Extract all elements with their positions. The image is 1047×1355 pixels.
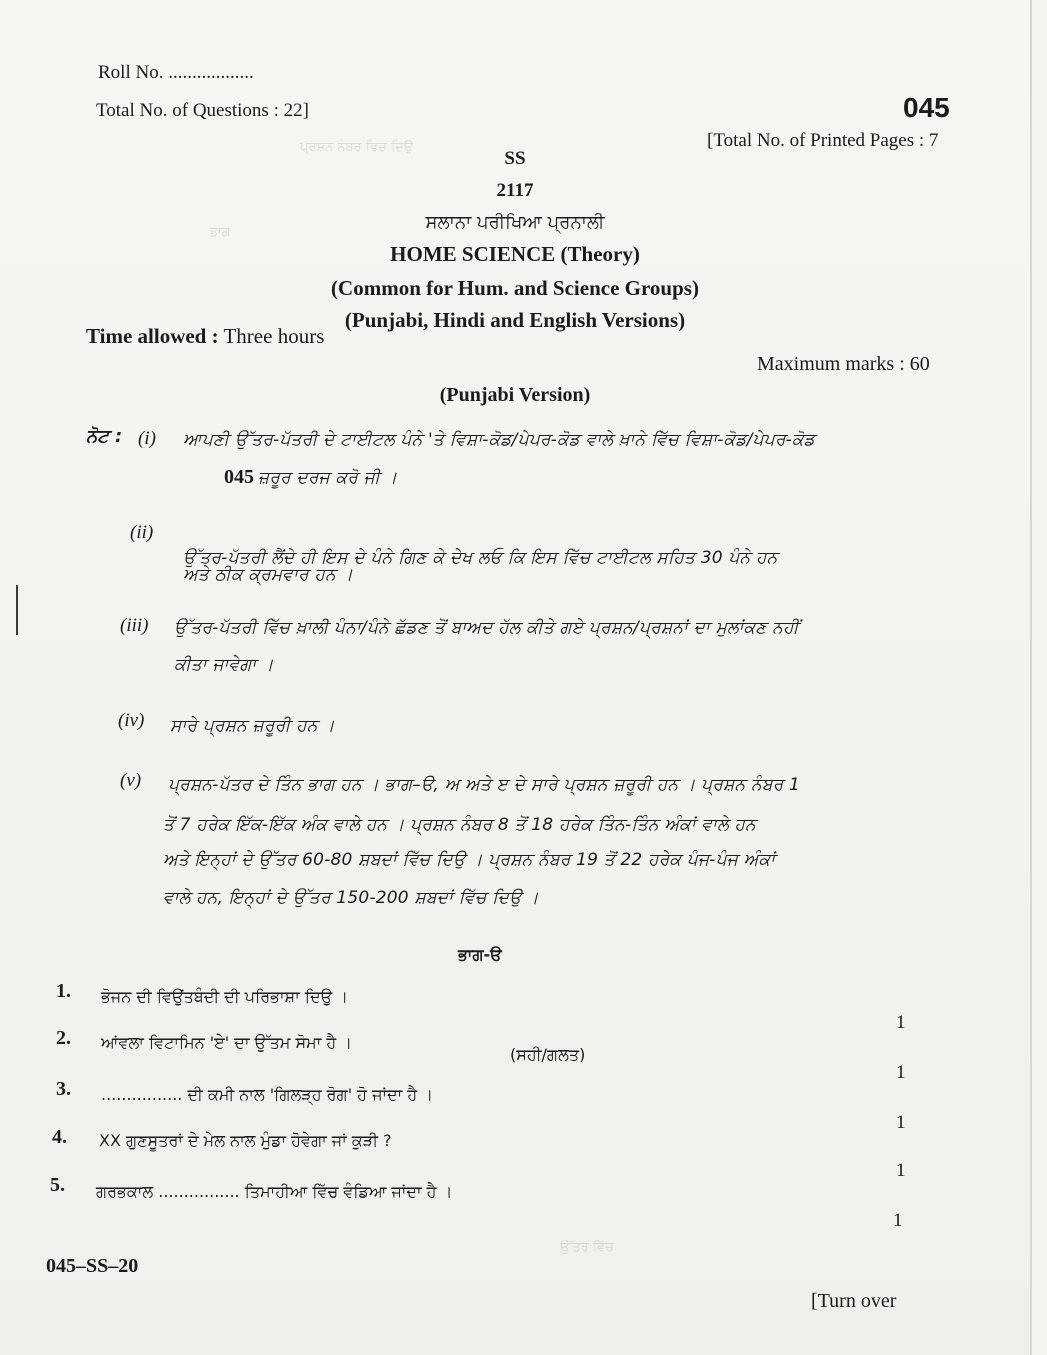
time-allowed-label: Time allowed :	[86, 324, 219, 348]
maximum-marks: Maximum marks : 60	[757, 353, 930, 375]
subject-title: HOME SCIENCE (Theory)	[390, 242, 640, 266]
note-number: (iii)	[120, 615, 149, 636]
question-text: ਗਰਭਕਾਲ ................ ਤਿਮਾਹੀਆ ਵਿੱਚ ਵੰਡਿਆ ਜਾਂਦਾ ਹੈ ।	[96, 1182, 453, 1201]
question-text: ਭੋਜਨ ਦੀ ਵਿਉਂਤਬੰਦੀ ਦੀ ਪਰਿਭਾਸ਼ਾ ਦਿਉ ।	[101, 987, 349, 1006]
note-text: ਅਤੇ ਠੀਕ ਕ੍ਰਮਵਾਰ ਹਨ ।	[183, 565, 354, 585]
note-text: ਤੋਂ 7 ਹਰੇਕ ਇੱਕ-ਇੱਕ ਅੰਕ ਵਾਲੇ ਹਨ । ਪ੍ਰਸ਼ਨ ਨੰਬਰ 8 ਤੋਂ 18 ਹਰੇਕ ਤਿੰਨ-ਤਿੰਨ ਅੰਕਾਂ ਵਾਲੇ ਹਨ	[163, 815, 756, 835]
note-number: (i)	[138, 428, 156, 449]
question-number: 5.	[50, 1174, 65, 1196]
show-through-text: ਭਾਗ	[210, 225, 231, 240]
turn-over-label: [Turn over	[811, 1290, 897, 1312]
question-marks: 1	[896, 1160, 906, 1181]
total-questions: Total No. of Questions : 22]	[96, 100, 309, 121]
true-false-label: (ਸਹੀ/ਗਲਤ)	[510, 1045, 586, 1064]
note-text: ਆਪਣੀ ਉੱਤਰ-ਪੱਤਰੀ ਦੇ ਟਾਈਟਲ ਪੰਨੇ 'ਤੇ ਵਿਸ਼ਾ-ਕੋਡ/ਪੇਪਰ-ਕੋਡ ਵਾਲੇ ਖ਼ਾਨੇ ਵਿੱਚ ਵਿਸ਼ਾ-ਕੋਡ/ਪੇਪਰ-ਕੋਡ	[183, 430, 815, 450]
note-text-continued	[224, 466, 397, 489]
footer-code: 045–SS–20	[46, 1255, 139, 1277]
section-title: ਭਾਗ-ੳ	[458, 945, 502, 964]
question-number: 1.	[56, 980, 71, 1002]
question-text: ਆਂਵਲਾ ਵਿਟਾਮਿਨ 'ਏ' ਦਾ ਉੱਤਮ ਸੋਮਾ ਹੈ ।	[101, 1033, 353, 1052]
question-marks: 1	[896, 1062, 906, 1083]
versions-subtitle: (Punjabi, Hindi and English Versions)	[344, 308, 686, 332]
question-number: 3.	[56, 1078, 71, 1100]
show-through-text: ਪ੍ਰਸ਼ਨ ਨੰਬਰ ਵਿਚ ਦਿਉ	[300, 140, 414, 155]
show-through-text: ਉੱਤਰ ਵਿੱਚ	[560, 1240, 614, 1255]
note-label: ਨੋਟ :	[86, 426, 123, 447]
question-number: 2.	[56, 1027, 71, 1049]
scan-mark	[16, 585, 18, 635]
question-marks: 1	[896, 1112, 906, 1133]
paper-code: 045	[903, 92, 950, 123]
version-title: (Punjabi Version)	[439, 384, 591, 406]
question-text	[99, 1130, 392, 1152]
question-text-body: XX ਗੁਣਸੂਤਰਾਂ ਦੇ ਮੇਲ ਨਾਲ ਮੁੰਡਾ ਹੋਵੇਗਾ ਜਾਂ ਕੁੜੀ ?	[99, 1131, 392, 1150]
question-text: ................ ਦੀ ਕਮੀ ਨਾਲ 'ਗਿਲੜ੍ਹ ਰੋਗ' ਹੋ ਜਾਂਦਾ ਹੈ ।	[101, 1085, 434, 1104]
note-text: ਵਾਲੇ ਹਨ, ਇਨ੍ਹਾਂ ਦੇ ਉੱਤਰ 150-200 ਸ਼ਬਦਾਂ ਵਿੱਚ ਦਿਉ ।	[163, 888, 539, 908]
note-text: ਕੀਤਾ ਜਾਵੇਗਾ ।	[174, 655, 274, 675]
note-number: (v)	[120, 770, 142, 791]
note-text: ਅਤੇ ਇਨ੍ਹਾਂ ਦੇ ਉੱਤਰ 60-80 ਸ਼ਬਦਾਂ ਵਿੱਚ ਦਿਉ । ਪ੍ਰਸ਼ਨ ਨੰਬਰ 19 ਤੋਂ 22 ਹਰੇਕ ਪੰਜ-ਪੰਜ ਅੰਕਾਂ	[163, 850, 776, 870]
printed-pages: [Total No. of Printed Pages : 7	[707, 130, 939, 151]
time-allowed	[86, 324, 324, 349]
paper-number: 2117	[496, 180, 534, 201]
note-text: ਸਾਰੇ ਪ੍ਰਸ਼ਨ ਜ਼ਰੂਰੀ ਹਨ ।	[170, 716, 335, 736]
groups-subtitle: (Common for Hum. and Science Groups)	[331, 276, 699, 300]
time-allowed-value: Three hours	[223, 324, 325, 348]
note-text: ਉੱਤਰ-ਪੱਤਰੀ ਲੈਂਦੇ ਹੀ ਇਸ ਦੇ ਪੰਨੇ ਗਿਣ ਕੇ ਦੇਖ ਲਓ ਕਿ ਇਸ ਵਿੱਚ ਟਾਈਟਲ ਸਹਿਤ 30 ਪੰਨੇ ਹਨ	[183, 548, 778, 568]
question-marks: 1	[896, 1012, 906, 1033]
note-text: ਪ੍ਰਸ਼ਨ-ਪੱਤਰ ਦੇ ਤਿੰਨ ਭਾਗ ਹਨ । ਭਾਗ–ੳ, ਅ ਅਤੇ ੲ ਦੇ ਸਾਰੇ ਪ੍ਰਸ਼ਨ ਜ਼ਰੂਰੀ ਹਨ । ਪ੍ਰਸ਼ਨ ਨੰਬਰ 1	[168, 775, 800, 795]
question-number: 4.	[52, 1126, 67, 1148]
series-code: SS	[504, 148, 526, 169]
note-text: ਜ਼ਰੂਰ ਦਰਜ ਕਰੋ ਜੀ ।	[258, 468, 398, 488]
question-marks: 1	[893, 1210, 903, 1231]
note-text: ਉੱਤਰ-ਪੱਤਰੀ ਵਿੱਚ ਖ਼ਾਲੀ ਪੰਨਾ/ਪੰਨੇ ਛੱਡਣ ਤੋਂ ਬਾਅਦ ਹੱਲ ਕੀਤੇ ਗਏ ਪ੍ਰਸ਼ਨ/ਪ੍ਰਸ਼ਨਾਂ ਦਾ ਮੁਲਾਂਕਣ ਨਹੀਂ	[174, 618, 799, 638]
note-number: (iv)	[118, 710, 145, 731]
roll-number: Roll No. ..................	[98, 62, 254, 83]
note-paper-code: 045	[224, 466, 254, 488]
exam-system-title: ਸਲਾਨਾ ਪਰੀਖਿਆ ਪ੍ਰਨਾਲੀ	[425, 212, 605, 233]
note-number: (ii)	[130, 522, 154, 543]
